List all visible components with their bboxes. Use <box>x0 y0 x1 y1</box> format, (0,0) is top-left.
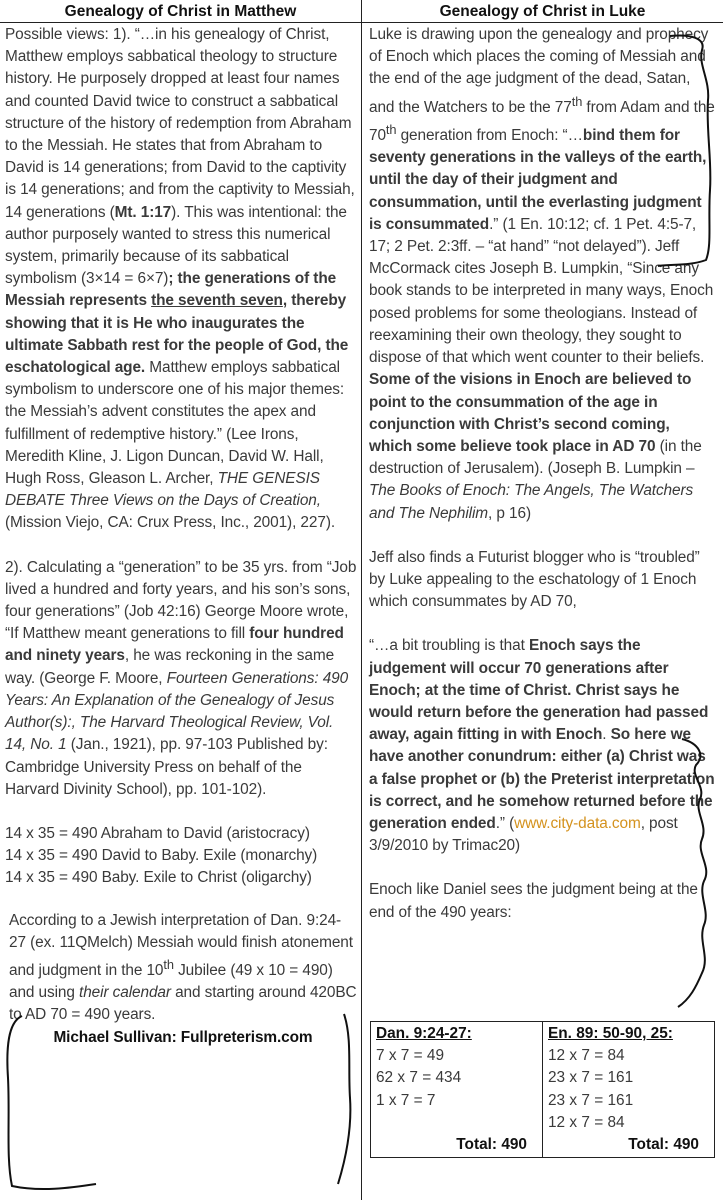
table-cell-line: 12 x 7 = 84 <box>548 1047 625 1065</box>
luke-column-header: Genealogy of Christ in Luke <box>439 3 646 20</box>
column-divider <box>361 0 362 1200</box>
source-link[interactable]: www.city-data.com <box>514 814 641 832</box>
emphasis-text: four hundred and ninety years <box>5 625 344 665</box>
table-cell-line: 7 x 7 = 49 <box>376 1047 445 1065</box>
matthew-view-1: Possible views: 1). “…in his genealogy of Christ, Matthew employs sabbatical theology to structure history. He purposely dropped at least four names and counted David twice to construct a sabbatical structure of the history of redemption from Abraham to the Messiah. He states that from Abraham to David is 14 generations; from David to the captivity is 14 generations; and from the captivity to Messiah, 14 generations (Mt. 1:17). This was intentional: the author purposely wanted to stress this numerical system, primarily because of its sabbatical symbolism (3×14 = 6×7); the generations of the Messiah represents the seventh seven, thereby showing that it is He who inaugurates the ultimate Sabbath rest for the people of God, the eschatological age. Matthew employs sabbatical symbolism to underscore one of his major themes: the Messiah’s advent constitutes the apex and fulfillment of redemptive history.” (Lee Irons, Meredith Kline, J. Ligon Duncan, David W. Hall, Hugh Ross, Gleason L. Archer, THE GENESIS DEBATE Three Views on the Days of Creation, (Mission Viejo, CA: Crux Press, Inc., 2001), 227). <box>5 26 355 532</box>
table-cell-line: 12 x 7 = 84 <box>548 1113 625 1131</box>
article-title: Fourteen Generations: 490 Years: An Explanation of the Genealogy of Jesus Author(s):, The Harvard Theological Review, Vol. 14, No. 1 <box>5 669 349 754</box>
luke-paragraph-1: Luke is drawing upon the genealogy and prophecy of Enoch which places the coming of Messiah and the end of the age judgment of the dead, Satan, and the Watchers to be the 77th from Adam and the 70th generation from Enoch: “…bind them for seventy generations in the valleys of the earth, until the day of their judgment and consummation, until the everlasting judgment is consummated.” (1 En. 10:12; cf. 1 Pet. 4:5-7, 17; 2 Pet. 2:3ff. – “at hand” “not delayed”). Jeff McCormack cites Joseph B. Lumpkin, “Since any book stands to be interpreted in many ways, Enoch posed problems for some theologians. Instead of reexamining their own theology, they sought to dispose of that which went counter to their beliefs. Some of the visions in Enoch are believed to point to the consummation of the age in conjunction with Christ’s second coming, which some believe took place in AD 70 (in the destruction of Jerusalem). (Joseph B. Lumpkin – The Books of Enoch: The Angels, The Watchers and The Nephilim, p 16) <box>369 26 715 522</box>
table-cell-line: 62 x 7 = 434 <box>376 1069 462 1087</box>
book-title: THE GENESIS DEBATE Three Views on the Days of Creation, <box>5 470 321 510</box>
author-credit: Michael Sullivan: Fullpreterism.com <box>53 1028 313 1046</box>
matthew-view-2: 2). Calculating a “generation” to be 35 yrs. from “Job lived a hundred and forty years, and his son’s sons, four generations” (Job 42:16) George Moore wrote, “If Matthew meant generations to fill four hundred and ninety years, he was reckoning in the same way. (George F. Moore, Fourteen Generations: 490 Years: An Explanation of the Genealogy of Jesus Author(s):, The Harvard Theological Review, Vol. 14, No. 1 (Jan., 1921), pp. 97-103 Published by: Cambridge University Press on behalf of the Harvard Divinity School), pp. 101-102). <box>5 558 357 798</box>
matthew-column-header: Genealogy of Christ in Matthew <box>64 3 297 20</box>
table-row <box>371 1022 715 1158</box>
calculation-line: 14 x 35 = 490 Baby. Exile to Christ (oligarchy) <box>5 869 312 887</box>
daniel-total: Total: 490 <box>456 1135 527 1153</box>
table-cell-line: 23 x 7 = 161 <box>548 1091 634 1109</box>
calculation-line: 14 x 35 = 490 David to Baby. Exile (monarchy) <box>5 847 318 865</box>
book-title: The Books of Enoch: The Angels, The Watchers and The Nephilim <box>369 482 694 522</box>
underlined-text: the seventh seven <box>151 292 283 310</box>
emphasis-text: Some of the visions in Enoch are believed to point to the consummation of the age in conjunction with Christ’s second coming, which some believe took place in AD 70 <box>369 371 692 455</box>
daniel-heading: Dan. 9:24-27: <box>376 1025 472 1042</box>
blogger-quote: “…a bit troubling is that Enoch says the judgement will occur 70 generations after Enoch; at the time of Christ. Christ says he would return before the generation had passed away, again fitting in with Enoch. So here we have another conundrum: either (a) Christ was a false prophet or (b) the Preterist interpretation is correct, and he somehow returned before the generation ended.” (www.city-data.com, post 3/9/2010 by Trimac20) <box>369 637 715 855</box>
jubilee-callout: According to a Jewish interpretation of Dan. 9:24-27 (ex. 11QMelch) Messiah would finish atonement and judgment in the 10th Jubilee (49 x 10 = 490) and using their calendar and starting around 420BC to AD 70 = 490 years. Michael Sullivan: Fullpreterism.com <box>5 910 357 1049</box>
enoch-cell <box>543 1022 715 1158</box>
enoch-quote: bind them for seventy generations in the valleys of the earth, until the day of their judgment and consummation, until the everlasting judgment is consummated <box>369 127 707 233</box>
matthew-column <box>5 24 357 1049</box>
table-cell-line <box>376 1112 537 1134</box>
luke-paragraph-4: Enoch like Daniel sees the judgment being at the end of the 490 years: <box>369 881 698 921</box>
enoch-total: Total: 490 <box>628 1136 699 1154</box>
daniel-cell <box>371 1022 543 1158</box>
emphasis-text: ; the generations of the Messiah represents the seventh seven, thereby showing that it is He who inaugurates the ultimate Sabbath rest for the people of God, the eschatological age. <box>5 270 349 377</box>
scripture-ref: Mt. 1:17 <box>114 203 172 221</box>
comparison-table <box>370 1021 715 1158</box>
calculation-list <box>5 823 357 890</box>
enoch-heading: En. 89: 50-90, 25: <box>548 1025 673 1042</box>
luke-paragraph-2: Jeff also finds a Futurist blogger who is “troubled” by Luke appealing to the eschatology of 1 Enoch which consummates by AD 70, <box>369 548 700 611</box>
calculation-line: 14 x 35 = 490 Abraham to David (aristocracy) <box>5 824 310 842</box>
table-cell-line: 1 x 7 = 7 <box>376 1091 436 1109</box>
luke-column <box>369 24 715 924</box>
table-cell-line: 23 x 7 = 161 <box>548 1069 634 1087</box>
